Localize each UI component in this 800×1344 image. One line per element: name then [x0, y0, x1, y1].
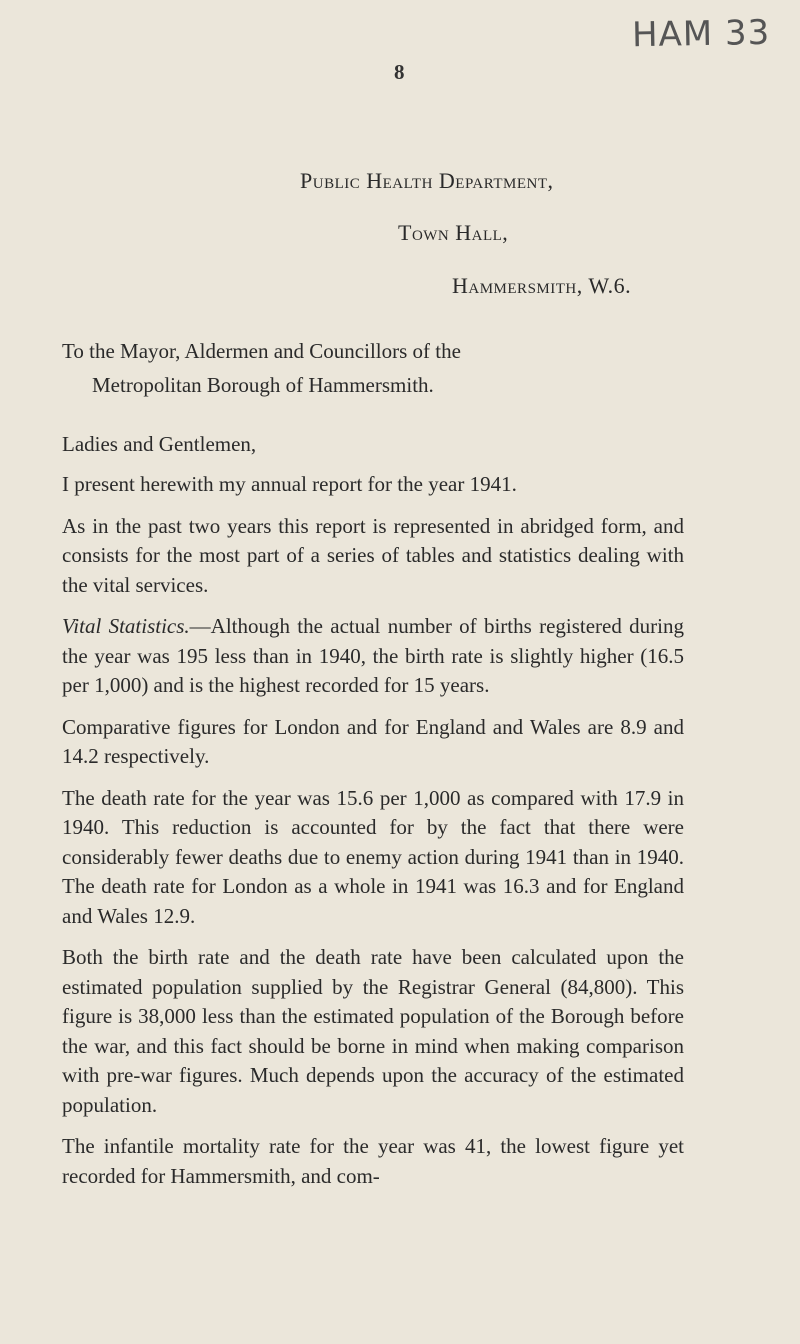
paragraph-7: The infantile mortality rate for the year was 41, the lowest figure yet recorded for Hammersmith, and com-: [62, 1134, 684, 1188]
paragraph-3-text: —Although the actual number of births registered during the year was 195 less than in 1940, the birth rate is slightly higher (16.5 per 1,000) and is the highest recorded for 15 years.: [62, 614, 684, 697]
address-locality: Hammersmith, W.6.: [452, 273, 632, 298]
address-department: Public Health Department,: [300, 168, 554, 193]
greeting: Ladies and Gentlemen,: [62, 432, 257, 456]
address-town-hall: Town Hall,: [398, 220, 509, 245]
addressee-line-1: To the Mayor, Aldermen and Councillors of the: [62, 339, 461, 363]
paragraph-4: Comparative figures for London and for England and Wales are 8.9 and 14.2 respectively.: [62, 714, 684, 768]
paragraph-6: Both the birth rate and the death rate have been calculated upon the estimated population supplied by the Registrar General (84,800). This figure is 38,000 less than the estimated population of the Borough before the war, and this fact should be borne in mind when making comparison with pre-war figures. Much depends upon the accuracy of the estimated population.: [62, 945, 684, 1117]
page-number: 8: [394, 60, 405, 84]
paragraph-vital-statistics: [62, 612, 684, 701]
paragraph-5: The death rate for the year was 15.6 per 1,000 as compared with 17.9 in 1940. This reduction is accounted for by the fact that there were considerably fewer deaths due to enemy action during 1941 than in 1940. The death rate for London as a whole in 1941 was 16.3 and for England and Wales 12.9.: [62, 785, 684, 928]
report-body: [62, 470, 684, 1191]
section-lead-vital-statistics: Vital Statistics.: [62, 614, 190, 638]
addressee-line-2: Metropolitan Borough of Hammersmith.: [92, 373, 434, 397]
handwritten-reference-mark: HAM 33: [631, 12, 771, 56]
paragraph-2: As in the past two years this report is represented in abridged form, and consists for the most part of a series of tables and statistics dealing with the vital services.: [62, 513, 684, 597]
paragraph-1: I present herewith my annual report for the year 1941.: [62, 472, 517, 496]
